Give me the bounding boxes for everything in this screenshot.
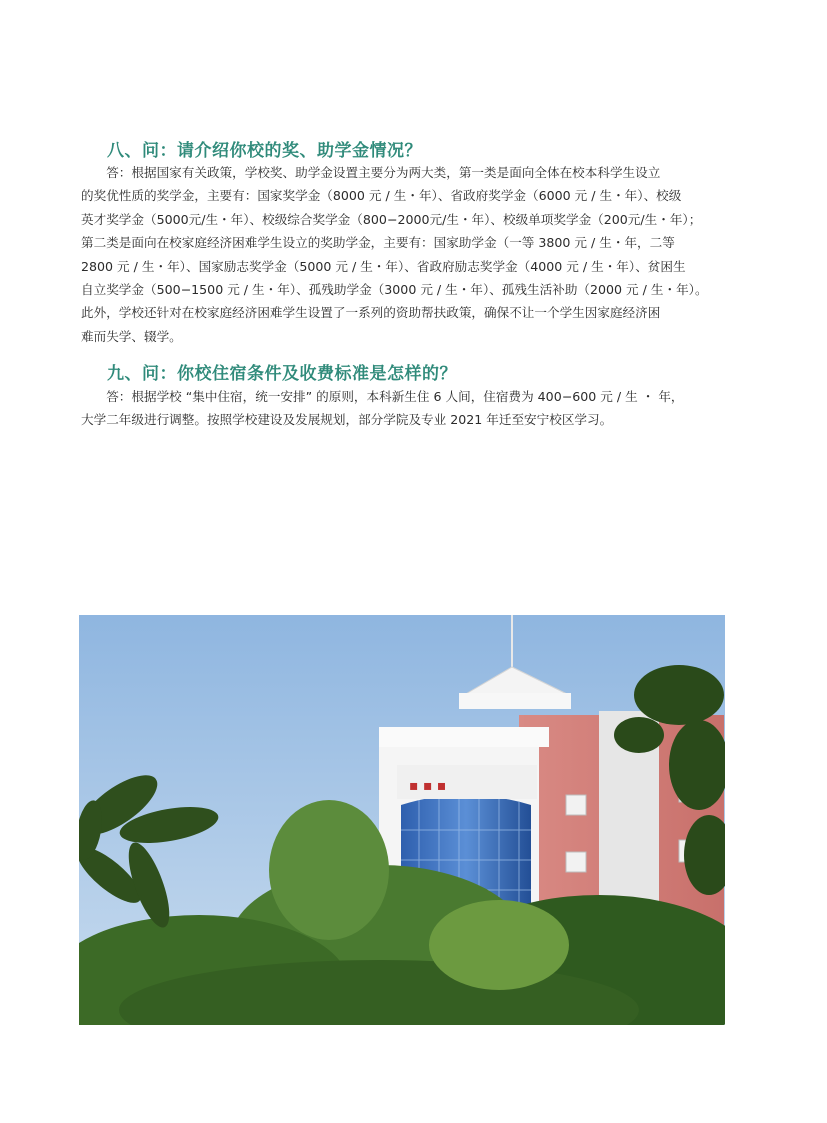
section-8-title: 八、问：请介绍你校的奖、助学金情况？	[107, 141, 422, 161]
section-8-line: 此外，学校还针对在校家庭经济困难学生设置了一系列的资助帮扶政策，确保不让一个学生因家庭经济困	[81, 305, 661, 321]
section-8-line: 第二类是面向在校家庭经济困难学生设立的奖助学金，主要有：国家助学金（一等 3800 元 / 生・年，二等	[81, 235, 675, 251]
section-8-line: 的奖优性质的奖学金，主要有：国家奖学金（8000 元 / 生・年）、省政府奖学金（6000 元 / 生・年）、校级	[81, 188, 682, 204]
section-8-line: 难而失学、辍学。	[81, 328, 182, 344]
section-8-line: 英才奖学金（5000元/生・年）、校级综合奖学金（800−2000元/生・年）、校级单项奖学金（200元/生・年）；	[81, 211, 702, 227]
section-8-line: 2800 元 / 生・年）、国家励志奖学金（5000 元 / 生・年）、省政府励志奖学金（4000 元 / 生・年）、贫困生	[81, 258, 686, 274]
section-9-title: 九、问：你校住宿条件及收费标准是怎样的？	[107, 364, 457, 384]
section-8-line: 自立奖学金（500−1500 元 / 生・年）、孤残助学金（3000 元 / 生・年）、孤残生活补助（2000 元 / 生・年）。	[81, 282, 708, 298]
section-8-body	[81, 161, 731, 348]
section-8-line: 答：根据国家有关政策，学校奖、助学金设置主要分为两大类，第一类是面向全体在校本科学生设立	[81, 165, 661, 180]
section-9-body	[81, 385, 731, 432]
section-9-line: 答：根据学校 “集中住宿，统一安排” 的原则，本科新生住 6 人间，住宿费为 400−600 元 / 生 ・ 年，	[81, 389, 684, 404]
section-9-line: 大学二年级进行调整。按照学校建设及发展规划，部分学院及专业 2021 年迁至安宁校区学习。	[81, 412, 613, 428]
svg-text:▪ ▪ ▪: ▪ ▪ ▪	[409, 778, 447, 794]
campus-building-photo	[79, 615, 725, 1025]
